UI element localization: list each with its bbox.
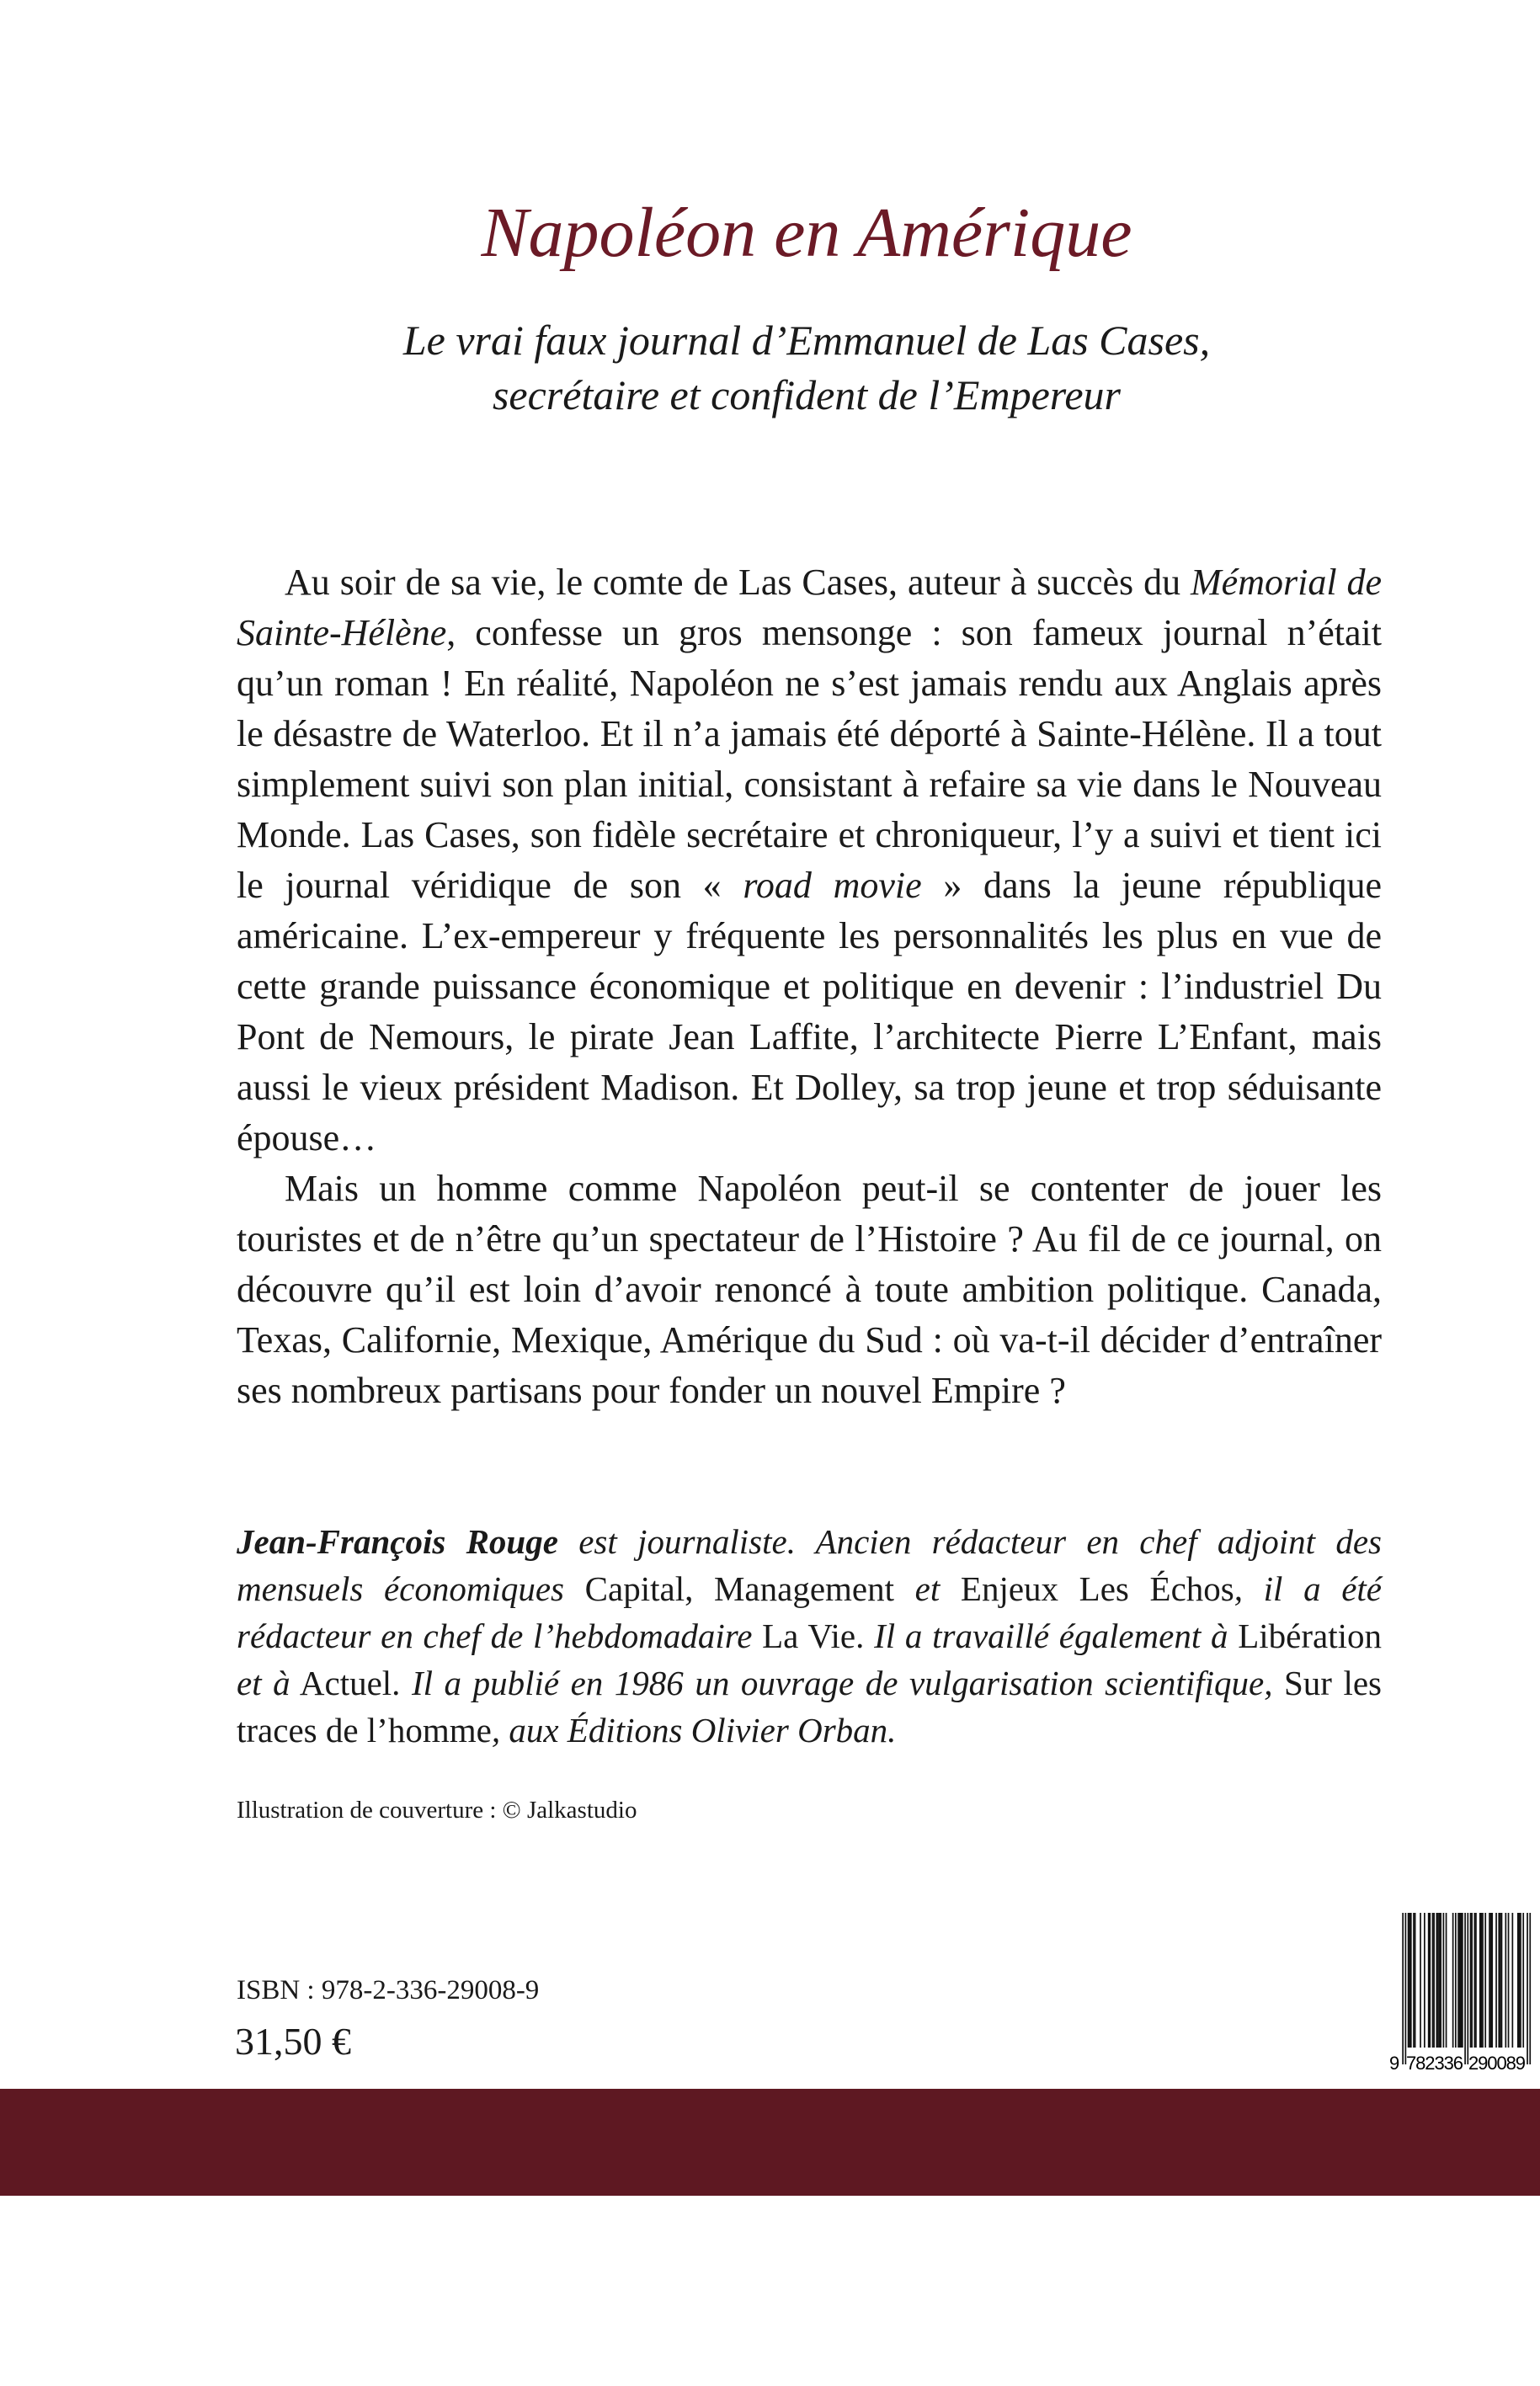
isbn: ISBN : 978-2-336-29008-9 [237, 1975, 540, 2005]
barcode-bar [1433, 1913, 1435, 2048]
text-segment: Au soir de sa vie, le comte de Las Cases, auteur à succès du [285, 562, 1191, 603]
barcode-bar [1495, 1913, 1497, 2048]
summary-paragraph-1 [237, 557, 1382, 1164]
author-name: Jean-François Rouge [237, 1522, 558, 1561]
barcode [1389, 1913, 1534, 2073]
barcode-bar [1408, 1913, 1409, 2048]
text-segment: Il a travaillé également à [874, 1616, 1228, 1655]
barcode-bar [1512, 1913, 1514, 2048]
barcode-bar [1440, 1913, 1441, 2048]
text-segment: Il a publié en 1986 un ouvrage de vulgarisation scientifique, [411, 1664, 1273, 1702]
subtitle-line-2: secrétaire et confident de l’Empereur [492, 371, 1122, 418]
text-segment: La Vie. [752, 1616, 875, 1655]
barcode-bar [1479, 1913, 1481, 2048]
text-segment: » dans la jeune république américaine. L’ex-empereur y fréquente les personnalités les plus en vue de cette grande puissance économique et politique en devenir : l’industriel Du Pont de Nemours, le pirate Jean Laffite, l’architecte Pierre L’Enfant, mais aussi le vieux président Madison. Et Dolley, sa trop jeune et trop séduisante épouse… [237, 865, 1382, 1158]
barcode-bar [1522, 1913, 1524, 2048]
text-segment: et à [237, 1664, 290, 1702]
text-segment: est journaliste. Ancien rédacteur en chef adjoint des mensuels économiques [237, 1522, 1382, 1608]
book-subtitle [0, 313, 1540, 423]
barcode-bar [1467, 1913, 1468, 2064]
barcode-bar [1527, 1913, 1528, 2064]
summary [237, 557, 1382, 1416]
bottom-color-band [0, 2089, 1540, 2196]
barcode-bar [1460, 1913, 1462, 2048]
barcode-bar [1462, 1913, 1463, 2048]
text-segment: Sur les traces de l’homme [237, 1664, 1383, 1750]
text-segment: , il a été rédacteur en chef de l’hebdomadaire [237, 1569, 1382, 1655]
barcode-bar [1410, 1913, 1412, 2048]
subtitle-line-1: Le vrai faux journal d’Emmanuel de Las Cases, [402, 317, 1211, 364]
summary-paragraph-2: Mais un homme comme Napoléon peut-il se contenter de jouer les touristes et de n’être qu’un spectateur de l’Histoire ? Au fil de ce journal, on découvre qu’il est loin d’avoir renoncé à toute ambition politique. Canada, Texas, Californie, Mexique, Amérique du Sud : où va-t-il décider d’entraîner ses nombreux partisans pour fonder un nouvel Empire ? [237, 1168, 1382, 1411]
barcode-bar [1520, 1913, 1521, 2048]
barcode-bar [1473, 1913, 1475, 2048]
barcode-bar [1529, 1913, 1531, 2064]
barcode-bar [1457, 1913, 1459, 2048]
barcode-bar [1443, 1913, 1445, 2048]
barcode-bars [1402, 1913, 1531, 2064]
text-segment: , confesse un gros mensonge : son fameux journal n’était qu’un roman ! En réalité, Napoléon ne s’est jamais rendu aux Anglais après le désastre de Waterloo. Et il n’a jamais été déporté à Sainte-Hélène. Il a tout simplement suivi son plan initial, consistant à refaire sa vie dans le Nouveau Monde. Las Cases, son fidèle secrétaire et chroniqueur, l’y a suivi et tient ici le journal véridique de son « [237, 612, 1382, 906]
illustration-credit: Illustration de couverture : © Jalkastudio [237, 1797, 637, 1824]
barcode-bar [1508, 1913, 1510, 2048]
barcode-bar [1402, 1913, 1404, 2064]
barcode-bar [1484, 1913, 1486, 2048]
barcode-bar [1413, 1913, 1415, 2048]
barcode-bar [1415, 1913, 1416, 2048]
barcode-bar [1500, 1913, 1501, 2048]
barcode-bar [1446, 1913, 1447, 2048]
barcode-bar [1432, 1913, 1434, 2048]
barcode-bar [1489, 1913, 1490, 2048]
barcode-bar [1464, 1913, 1466, 2064]
barcode-bar [1475, 1913, 1477, 2048]
barcode-bar [1420, 1913, 1421, 2048]
barcode-bar [1482, 1913, 1484, 2048]
barcode-bar [1436, 1913, 1437, 2048]
text-segment: Actuel. [290, 1664, 412, 1702]
barcode-bar [1470, 1913, 1472, 2048]
emphasis: road movie [743, 865, 922, 906]
barcode-bar [1424, 1913, 1425, 2048]
barcode-bar [1501, 1913, 1503, 2048]
barcode-digit-first: 9 [1389, 2053, 1400, 2073]
barcode-bar [1517, 1913, 1519, 2048]
barcode-digits-right: 290089 [1468, 2053, 1526, 2073]
barcode-bar [1439, 1913, 1441, 2048]
text-segment: , aux Éditions Olivier Orban. [491, 1711, 897, 1750]
barcode-bar [1405, 1913, 1407, 2064]
barcode-digits-left: 782336 [1406, 2053, 1463, 2073]
text-segment: Capital, Management [564, 1569, 915, 1608]
barcode-bar [1459, 1913, 1461, 2048]
author-bio [237, 1518, 1382, 1754]
text-segment: Libération [1228, 1616, 1382, 1655]
text-segment: et [914, 1569, 941, 1608]
barcode-bar [1490, 1913, 1492, 2048]
barcode-bar [1452, 1913, 1454, 2048]
barcode-bar [1519, 1913, 1521, 2048]
book-reference: Mémorial de Sainte-Hélène [237, 562, 1383, 653]
barcode-bar [1471, 1913, 1473, 2048]
barcode-bar [1498, 1913, 1500, 2048]
barcode-bar [1455, 1913, 1457, 2048]
text-segment: Enjeux Les Échos [940, 1569, 1234, 1608]
barcode-bar [1481, 1913, 1483, 2048]
barcode-bar [1491, 1913, 1493, 2048]
barcode-bar [1428, 1913, 1430, 2048]
barcode-bar [1505, 1913, 1506, 2048]
barcode-bar [1409, 1913, 1410, 2048]
barcode-bar [1429, 1913, 1431, 2048]
barcode-bar [1437, 1913, 1439, 2048]
price: 31,50 € [235, 2020, 351, 2063]
book-title: Napoléon en Amérique [481, 194, 1132, 272]
